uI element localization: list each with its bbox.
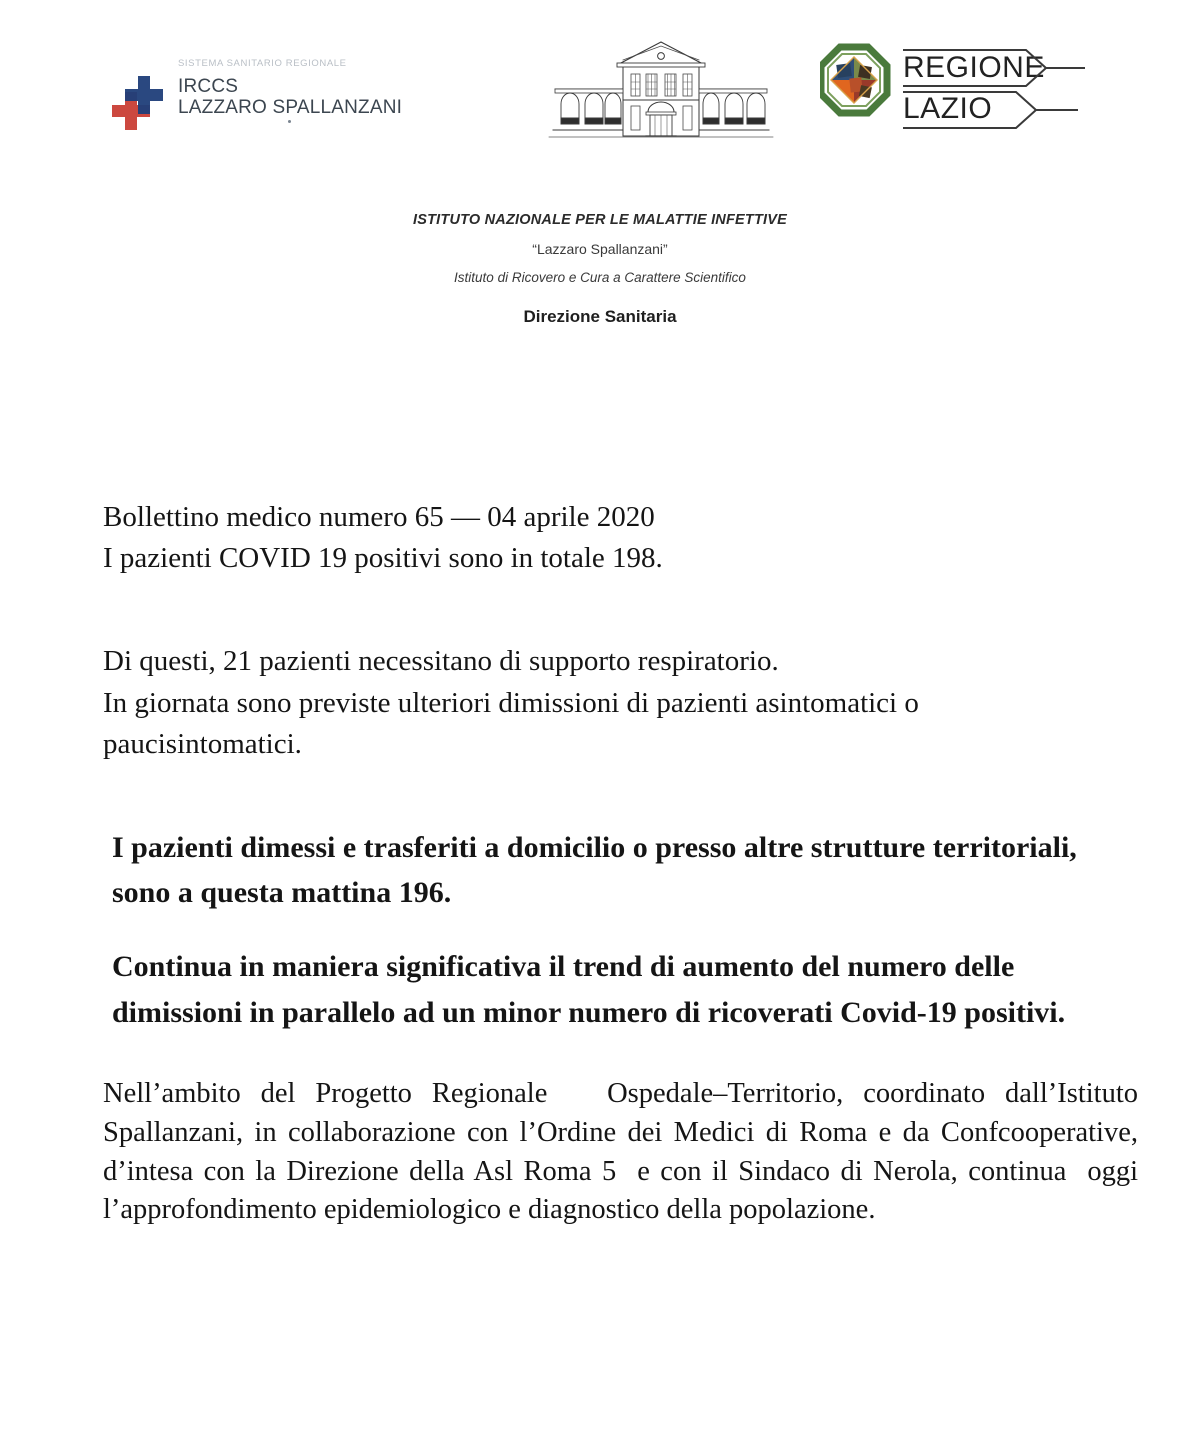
bulletin-total-line: I pazienti COVID 19 positivi sono in totale 198. [103,542,663,575]
institute-subtitle: Istituto di Ricovero e Cura a Carattere Scientifico [454,270,746,285]
logo-decorative-dot [288,120,291,123]
spacer [0,765,1200,825]
cross-blue-shape [125,76,163,114]
spallanzani-building-icon [545,34,777,142]
spacer [0,916,1200,944]
lazio-word: LAZIO [903,92,993,125]
bulletin-title-line: Bollettino medico numero 65 — 04 aprile 2020 [103,501,655,533]
sistema-sanitario-regionale-label: SISTEMA SANITARIO REGIONALE [178,58,347,69]
institute-eponym: “Lazzaro Spallanzani” [532,241,668,257]
respiratory-support-line: Di questi, 21 pazienti necessitano di supporto respiratorio. [103,645,779,678]
direzione-sanitaria-heading: Direzione Sanitaria [523,307,677,326]
regional-project-paragraph: Nell’ambito del Progetto Regionale Ospedale–Territorio, coordinato dall’Istituto Spallanzani, in collaborazione con l’Ordine dei Medici di Roma e da Confcooperative, d’intesa con la Direzione della Asl Roma 5 e con il Sindaco di Nerola, continua oggi l’approfondimento epidemiologico e diagnostico della popolazione. [103,1078,1153,1226]
irccs-acronym: IRCCS [178,76,239,97]
trend-paragraph: Continua in maniera significativa il trend di aumento del numero delle dimissioni in parallelo ad un minor numero di ricoverati Covid-19 positivi. [112,950,1066,1029]
spacer [0,1035,1200,1075]
regione-lazio-emblem-icon [821,47,887,113]
header-logo-bar [0,0,1200,175]
institute-heading [0,212,1200,327]
regione-lazio-logo [820,42,1085,137]
irccs-logo [112,58,402,132]
irccs-full-name: LAZZARO SPALLANZANI [178,97,403,119]
red-blue-cross-icon [112,76,168,132]
discharge-forecast-line: In giornata sono previste ulteriori dimissioni di pazienti asintomatici o paucisintomatici. [103,686,919,760]
institute-title: ISTITUTO NAZIONALE PER LE MALATTIE INFETTIVE [413,212,787,228]
bulletin-body [0,497,1200,1230]
discharged-patients-paragraph: I pazienti dimessi e trasferiti a domicilio o presso altre strutture territoriali, sono a questa mattina 196. [112,830,1077,910]
regione-word: REGIONE [903,51,1045,84]
spacer [0,579,1200,641]
irccs-logo-text [178,58,402,119]
irccs-name [178,76,402,119]
